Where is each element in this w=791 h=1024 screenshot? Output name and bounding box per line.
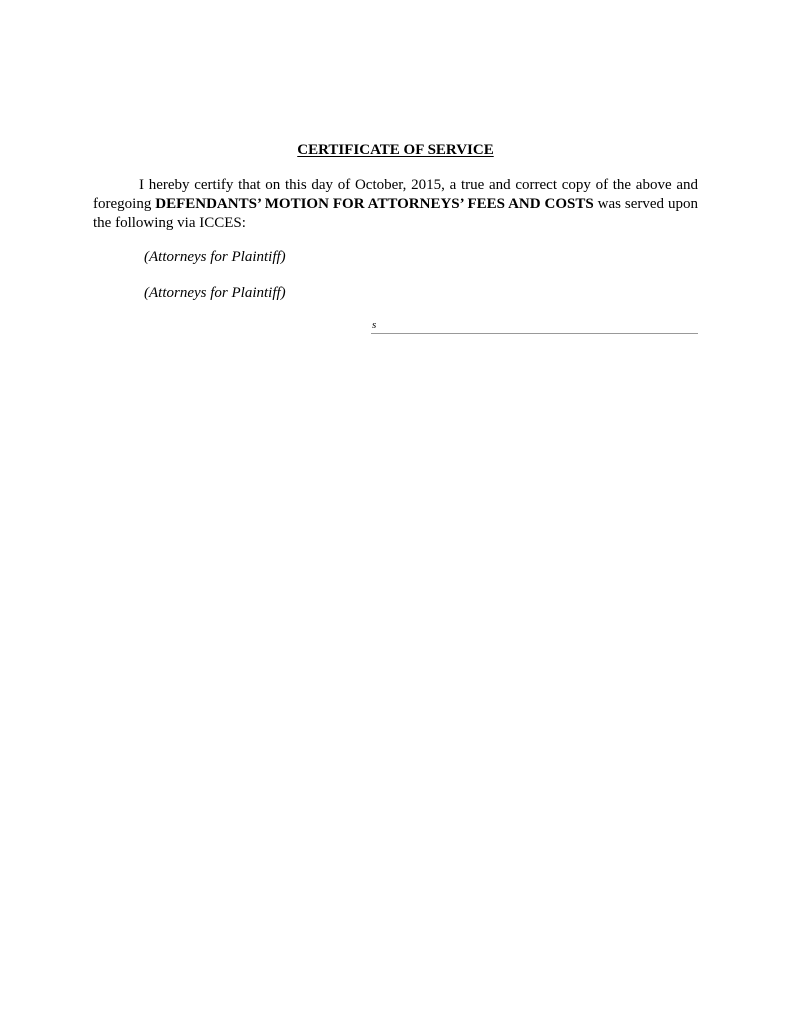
certification-outro-text: was served upon the following via ICCES: (93, 196, 698, 231)
motion-title: DEFENDANTS’ MOTION FOR ATTORNEYS’ FEES AND COSTS (155, 196, 594, 212)
signature-mark: s (372, 319, 377, 331)
recipient-attorneys-for-plaintiff-1: (Attorneys for Plaintiff) (144, 249, 286, 265)
certification-intro-text: I hereby certify that on this day of October, 2015, a true and correct copy of the above and foregoing (93, 177, 698, 212)
page-title: CERTIFICATE OF SERVICE (297, 142, 494, 158)
recipient-attorneys-for-plaintiff-2: (Attorneys for Plaintiff) (144, 285, 286, 301)
certification-paragraph (93, 176, 698, 233)
signature-line (371, 318, 698, 334)
